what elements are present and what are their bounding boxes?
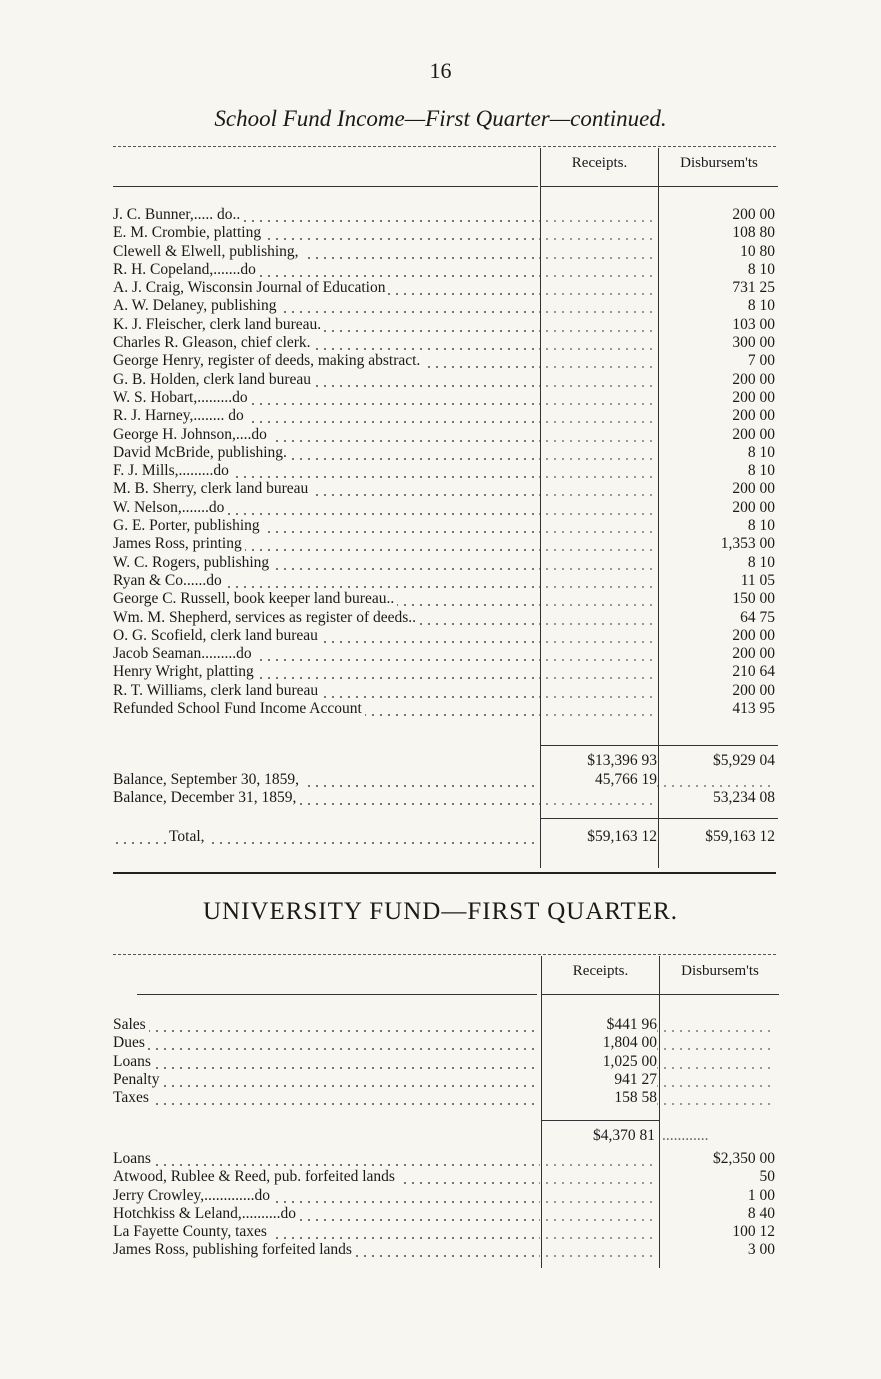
disbursements-amount [657, 1053, 775, 1071]
entry-name [113, 1168, 539, 1186]
entry-name [113, 316, 539, 334]
ledger-row [113, 609, 775, 627]
ledger-row [113, 1223, 775, 1241]
receipts-amount [539, 371, 657, 389]
ledger-row [113, 371, 775, 389]
entry-name [113, 1053, 539, 1071]
entry-name [113, 572, 539, 590]
disbursements-amount: 8 10 [747, 553, 775, 571]
entry-name [113, 224, 539, 242]
entry-name [113, 627, 539, 645]
disbursements-amount [657, 771, 775, 789]
ledger-row [113, 444, 775, 462]
entry-name-text: George H. Johnson,....do [113, 426, 270, 443]
ledger-row [113, 554, 775, 572]
school-entries-table [113, 206, 775, 718]
entry-name-text: James Ross, publishing forfeited lands [113, 1241, 355, 1258]
entry-name [113, 371, 539, 389]
entry-name [113, 1089, 539, 1107]
entry-name-text: F. J. Mills,.........do [113, 462, 232, 479]
school-header-rule-right [541, 186, 778, 187]
entry-name [113, 279, 539, 297]
disbursements-amount: 200 00 [732, 388, 775, 406]
school-subtotal-table [113, 752, 775, 770]
entry-name-text: R. T. Williams, clerk land bureau [113, 682, 321, 699]
entry-name [113, 663, 539, 681]
school-total-table [113, 828, 775, 846]
receipts-amount [539, 1205, 657, 1223]
ledger-row [113, 499, 775, 517]
disbursements-amount: 50 [759, 1168, 775, 1186]
ledger-row [113, 462, 775, 480]
disbursements-amount: 7 00 [747, 352, 775, 370]
receipts-amount [539, 700, 657, 718]
disbursements-amount: 8 10 [747, 297, 775, 315]
entry-name-text: Loans [113, 1053, 154, 1070]
disbursements-amount: 300 00 [732, 334, 775, 352]
school-total-rule [541, 818, 778, 819]
entry-name-text: O. G. Scofield, clerk land bureau [113, 627, 321, 644]
entry-name [113, 590, 539, 608]
disbursements-amount: 100 12 [732, 1223, 775, 1241]
receipts-amount [539, 224, 657, 242]
ledger-row [113, 535, 775, 553]
entry-name-text: Loans [113, 1150, 154, 1167]
university-fund-title: UNIVERSITY FUND—FIRST QUARTER. [202, 898, 679, 925]
entry-name-text: M. B. Sherry, clerk land bureau [113, 480, 311, 497]
school-balances-table [113, 771, 775, 808]
receipts-amount: 45,766 19 [595, 771, 657, 788]
receipts-amount [539, 572, 657, 590]
university-top-rule [113, 954, 776, 955]
entry-name-text: James Ross, printing [113, 535, 245, 552]
entry-name [113, 682, 539, 700]
entry-name [113, 352, 539, 370]
entry-name-text: Balance, December 31, 1859, [113, 789, 299, 806]
disbursements-amount: 8 10 [747, 260, 775, 278]
receipts-amount [539, 535, 657, 553]
disbursements-amount [657, 1016, 775, 1034]
receipts-amount [539, 480, 657, 498]
disbursements-amount: 150 00 [732, 590, 775, 608]
receipts-amount [539, 554, 657, 572]
university-disbursements-header: Disbursem'ts [681, 963, 759, 979]
entry-name-text: G. B. Holden, clerk land bureau [113, 371, 314, 388]
entry-name-text: Penalty [113, 1071, 163, 1088]
entry-name-text: J. C. Bunner,..... do.. [113, 206, 243, 223]
school-fund-title: School Fund Income—First Quarter—continued. [214, 106, 667, 131]
entry-name-text: R. J. Harney,........ do [113, 407, 247, 424]
entry-name [113, 1205, 539, 1223]
receipts-amount [539, 627, 657, 645]
ledger-row [113, 1034, 775, 1052]
disbursements-amount [657, 1034, 775, 1052]
disbursements-amount [657, 1089, 775, 1107]
ledger-row [113, 1205, 775, 1223]
ledger-row [113, 590, 775, 608]
entry-name-text: Dues [113, 1034, 148, 1051]
university-receipts-header: Receipts. [572, 963, 629, 979]
disbursements-amount: 64 75 [740, 608, 775, 626]
disbursements-amount: 200 00 [732, 645, 775, 663]
receipts-amount [539, 517, 657, 535]
entry-name-text: Ryan & Co......do [113, 572, 225, 589]
receipts-amount [539, 206, 657, 224]
ledger-row [113, 1053, 775, 1071]
entry-name [113, 700, 539, 718]
entry-name-text: W. Nelson,.......do [113, 499, 227, 516]
entry-name [113, 752, 539, 770]
disbursements-amount: 731 25 [732, 279, 775, 297]
entry-name-text: George C. Russell, book keeper land bureau.. [113, 590, 397, 607]
section-separator [113, 872, 776, 874]
page-number: 16 [429, 58, 452, 83]
disbursements-amount: 1 00 [747, 1186, 775, 1204]
school-header-rule-left [113, 186, 538, 187]
ledger-row [113, 1089, 775, 1107]
disbursements-amount: 200 00 [732, 681, 775, 699]
entry-name [113, 1150, 539, 1168]
entry-name-text: K. J. Fleischer, clerk land bureau. [113, 316, 324, 333]
entry-name [113, 499, 539, 517]
entry-name [113, 554, 539, 572]
entry-name [113, 1016, 539, 1034]
university-disbursements-table [113, 1150, 775, 1260]
entry-name [113, 444, 539, 462]
receipts-amount [539, 609, 657, 627]
entry-name-text: G. E. Porter, publishing [113, 517, 263, 534]
entry-name-text: Hotchkiss & Leland,..........do [113, 1205, 299, 1222]
receipts-amount: $441 96 [606, 1016, 657, 1033]
disbursements-amount: 200 00 [732, 626, 775, 644]
entry-name-text: Refunded School Fund Income Account [113, 700, 365, 717]
disbursements-amount [657, 1071, 775, 1089]
receipts-amount [539, 389, 657, 407]
entry-name-text: R. H. Copeland,.......do [113, 261, 259, 278]
entry-name [113, 535, 539, 553]
ledger-row [113, 224, 775, 242]
ledger-row [113, 206, 775, 224]
disbursements-amount: 53,234 08 [713, 789, 775, 807]
receipts-amount [539, 590, 657, 608]
receipts-amount: $59,163 12 [587, 828, 657, 845]
entry-name-text: Total, [169, 828, 208, 845]
entry-name [113, 771, 539, 789]
university-receipts-total-dots: ............ [662, 1127, 709, 1144]
disbursements-amount: 210 64 [732, 663, 775, 681]
receipts-amount [539, 352, 657, 370]
entry-name [113, 480, 539, 498]
university-header-rule-right [542, 994, 779, 995]
entry-name [113, 407, 539, 425]
entry-name-text: Sales [113, 1016, 149, 1033]
entry-name-text: Jacob Seaman.........do [113, 645, 255, 662]
disbursements-amount: 8 10 [747, 443, 775, 461]
entry-name [113, 517, 539, 535]
entry-name [113, 334, 539, 352]
ledger-row [113, 243, 775, 261]
disbursements-amount: 10 80 [740, 242, 775, 260]
school-disbursements-header: Disbursem'ts [680, 155, 758, 171]
entry-name [113, 389, 539, 407]
receipts-amount: 1,025 00 [602, 1052, 657, 1070]
disbursements-amount: 200 00 [732, 206, 775, 223]
ledger-row [113, 645, 775, 663]
entry-name-text: Wm. M. Shepherd, services as register of deeds.. [113, 609, 419, 626]
entry-name [113, 1187, 539, 1205]
receipts-amount [539, 316, 657, 334]
ledger-row [113, 279, 775, 297]
disbursements-amount: 8 10 [747, 517, 775, 535]
receipts-amount [539, 1187, 657, 1205]
receipts-amount [539, 682, 657, 700]
ledger-row [113, 297, 775, 315]
receipts-amount [539, 261, 657, 279]
ledger-row [113, 389, 775, 407]
entry-name-text: Atwood, Rublee & Reed, pub. forfeited lands [113, 1168, 398, 1185]
ledger-row [113, 789, 775, 807]
receipts-amount: 158 58 [614, 1089, 657, 1107]
ledger-row [113, 352, 775, 370]
ledger-row [113, 627, 775, 645]
ledger-row [113, 426, 775, 444]
entry-name [113, 462, 539, 480]
entry-name [113, 426, 539, 444]
ledger-row [113, 1150, 775, 1168]
ledger-row [113, 517, 775, 535]
ledger-row [113, 572, 775, 590]
disbursements-amount: 108 80 [732, 224, 775, 242]
receipts-amount [539, 407, 657, 425]
receipts-amount [539, 334, 657, 352]
disbursements-amount: $59,163 12 [705, 828, 775, 845]
entry-name-text: Jerry Crowley,.............do [113, 1187, 273, 1204]
disbursements-amount: 8 10 [747, 462, 775, 480]
ledger-row [113, 771, 775, 789]
entry-name-text: A. W. Delaney, publishing [113, 297, 279, 314]
ledger-row [113, 334, 775, 352]
disbursements-amount: 200 00 [732, 425, 775, 443]
receipts-amount: $13,396 93 [587, 752, 657, 769]
ledger-row [113, 1016, 775, 1034]
ledger-row [113, 1241, 775, 1259]
entry-name [113, 645, 539, 663]
entry-name-text: Taxes [113, 1089, 152, 1106]
entry-name-text: George Henry, register of deeds, making abstract. [113, 352, 423, 369]
ledger-row [113, 1071, 775, 1089]
receipts-amount [539, 426, 657, 444]
entry-name [113, 261, 539, 279]
school-top-rule [113, 146, 776, 147]
disbursements-amount: 3 00 [747, 1241, 775, 1259]
entry-name [113, 243, 539, 261]
disbursements-amount: 413 95 [732, 700, 775, 718]
disbursements-amount: $2,350 00 [713, 1150, 775, 1167]
university-receipts-table [113, 1016, 775, 1107]
entry-name-text: Clewell & Elwell, publishing, [113, 243, 302, 260]
receipts-amount [539, 279, 657, 297]
entry-name [113, 297, 539, 315]
university-receipts-total: $4,370 81 [593, 1127, 655, 1144]
disbursements-amount: $5,929 04 [713, 752, 775, 769]
entry-name-text: E. M. Crombie, platting [113, 224, 264, 241]
receipts-amount [539, 1223, 657, 1241]
ledger-row [113, 480, 775, 498]
ledger-row [113, 1168, 775, 1186]
ledger-row [113, 316, 775, 334]
entry-name-text: Henry Wright, platting [113, 663, 257, 680]
disbursements-amount: 200 00 [732, 480, 775, 498]
entry-name-text: W. S. Hobart,.........do [113, 389, 251, 406]
entry-name [113, 1034, 539, 1052]
university-header-rule-left [137, 994, 537, 995]
entry-name [113, 1071, 539, 1089]
disbursements-amount: 11 05 [740, 571, 775, 589]
receipts-amount: 1,804 00 [602, 1034, 657, 1052]
receipts-amount [539, 645, 657, 663]
entry-name-text: Charles R. Gleason, chief clerk. [113, 334, 314, 351]
receipts-amount [539, 1150, 657, 1168]
entry-name [113, 1241, 539, 1259]
receipts-amount [539, 789, 657, 807]
receipts-amount: 941 27 [614, 1070, 657, 1088]
entry-name [113, 1223, 539, 1241]
receipts-amount [539, 462, 657, 480]
university-receipts-rule [542, 1120, 659, 1121]
disbursements-amount: 200 00 [732, 370, 775, 388]
receipts-amount [539, 499, 657, 517]
receipts-amount [539, 444, 657, 462]
disbursements-amount: 103 00 [732, 315, 775, 333]
ledger-row [113, 407, 775, 425]
ledger-row [113, 700, 775, 718]
ledger-row [113, 1187, 775, 1205]
ledger-row [113, 752, 775, 770]
ledger-row [113, 261, 775, 279]
receipts-amount [539, 1241, 657, 1259]
disbursements-amount: 1,353 00 [720, 535, 775, 553]
disbursements-amount: 200 00 [732, 407, 775, 425]
entry-name [113, 609, 539, 627]
ledger-row [113, 663, 775, 681]
entry-name-text: La Fayette County, taxes [113, 1223, 270, 1240]
entry-name-text: A. J. Craig, Wisconsin Journal of Education [113, 279, 388, 296]
receipts-amount [539, 243, 657, 261]
disbursements-amount: 8 40 [747, 1204, 775, 1222]
ledger-row [113, 828, 775, 846]
receipts-amount [539, 663, 657, 681]
school-receipts-header: Receipts. [571, 155, 628, 171]
school-subtotal-rule [541, 745, 778, 746]
entry-name-text: David McBride, publishing. [113, 444, 290, 461]
entry-name-text: W. C. Rogers, publishing [113, 554, 272, 571]
receipts-amount [539, 1168, 657, 1186]
entry-name [113, 828, 539, 846]
receipts-amount [539, 297, 657, 315]
entry-name [113, 206, 539, 224]
entry-name-text: Balance, September 30, 1859, [113, 771, 302, 788]
entry-name [113, 789, 539, 807]
disbursements-amount: 200 00 [732, 498, 775, 516]
ledger-row [113, 682, 775, 700]
